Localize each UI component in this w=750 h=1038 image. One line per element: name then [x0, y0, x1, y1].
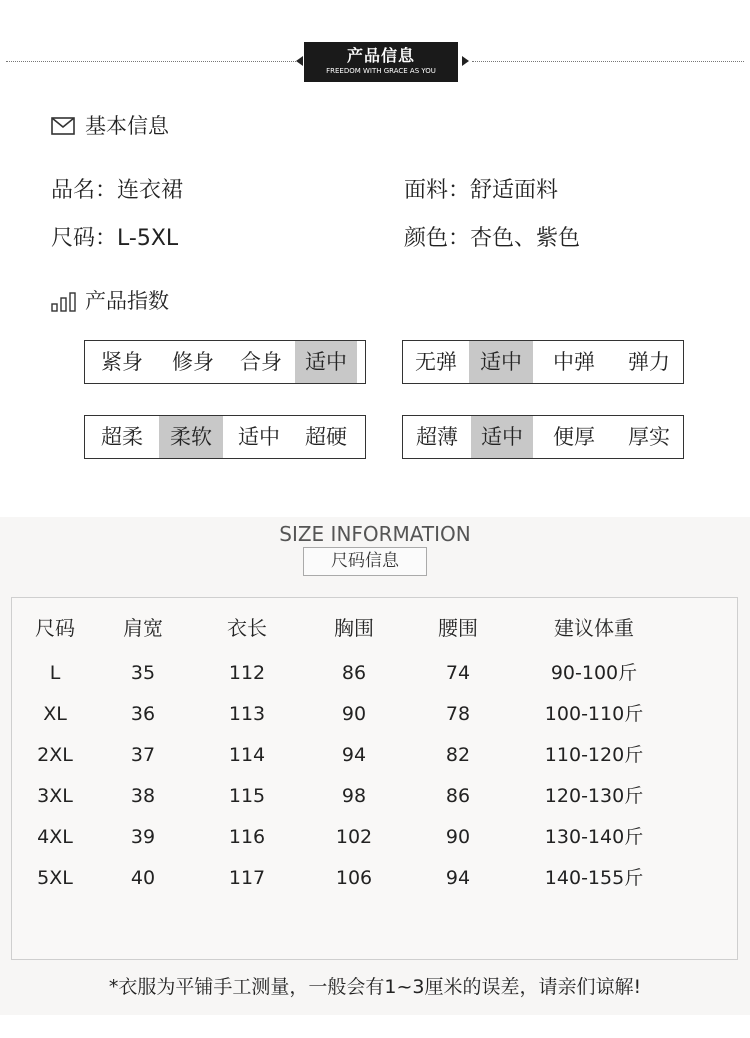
- field-label: 尺码：: [51, 226, 118, 251]
- table-cell: 90: [445, 826, 471, 848]
- header-subtitle: FREEDOM WITH GRACE AS YOU: [326, 67, 436, 75]
- index-option: 超硬: [305, 425, 347, 449]
- table-cell: 117: [228, 867, 266, 889]
- size-table: [11, 597, 738, 960]
- field-value: 舒适面料: [470, 178, 559, 203]
- table-cell: L: [49, 662, 61, 684]
- table-cell: 100-110斤: [544, 703, 644, 725]
- index-option: 合身: [240, 350, 282, 374]
- table-cell: 82: [445, 744, 471, 766]
- table-cell: 86: [341, 662, 367, 684]
- table-cell: 74: [445, 662, 471, 684]
- index-option: 弹力: [628, 350, 670, 374]
- product-index-title: 产品指数: [85, 289, 169, 313]
- table-header-cell: 腰围: [438, 616, 478, 640]
- field-value: 杏色、紫色: [470, 226, 581, 251]
- size-title-cn: 尺码信息: [303, 547, 427, 576]
- table-cell: 90: [341, 703, 367, 725]
- table-cell: 4XL: [37, 826, 73, 848]
- table-cell: 120-130斤: [544, 785, 644, 807]
- index-option-selected: 适中: [471, 416, 533, 458]
- table-cell: 113: [228, 703, 266, 725]
- header-banner: [304, 42, 458, 82]
- field-size: [51, 224, 178, 254]
- index-option: 厚实: [628, 425, 670, 449]
- index-option: 紧身: [101, 350, 143, 374]
- basic-info-title: 基本信息: [85, 114, 169, 138]
- index-softness: [84, 415, 366, 459]
- field-color: [404, 224, 580, 254]
- table-cell: 98: [341, 785, 367, 807]
- table-cell: 35: [130, 662, 156, 684]
- table-cell: 3XL: [37, 785, 73, 807]
- field-label: 面料：: [404, 178, 471, 203]
- table-header-cell: 建议体重: [554, 616, 634, 640]
- table-cell: 94: [445, 867, 471, 889]
- arrow-right-icon: [462, 56, 469, 66]
- bar-chart-icon: [51, 292, 77, 316]
- index-option: 无弹: [415, 350, 457, 374]
- arrow-left-icon: [296, 56, 303, 66]
- table-cell: 90-100斤: [550, 662, 638, 684]
- table-header-cell: 尺码: [35, 616, 75, 640]
- table-header-cell: 衣长: [227, 616, 267, 640]
- table-cell: 106: [335, 867, 373, 889]
- field-label: 品名：: [51, 178, 118, 203]
- header-title: 产品信息: [346, 46, 415, 65]
- header-divider-left: [6, 61, 296, 62]
- table-cell: 115: [228, 785, 266, 807]
- field-fabric: [404, 176, 558, 206]
- index-tightness: [84, 340, 366, 384]
- size-title-en: SIZE INFORMATION: [279, 522, 471, 546]
- table-cell: 112: [228, 662, 266, 684]
- envelope-icon: [51, 117, 75, 139]
- table-header-cell: 肩宽: [123, 616, 163, 640]
- table-cell: 102: [335, 826, 373, 848]
- index-option: 超薄: [416, 425, 458, 449]
- index-option: 超柔: [101, 425, 143, 449]
- index-option: 中弹: [553, 350, 595, 374]
- header-divider-right: [472, 61, 744, 62]
- table-cell: 5XL: [37, 867, 73, 889]
- field-label: 颜色：: [404, 226, 471, 251]
- table-cell: 39: [130, 826, 156, 848]
- field-name: [51, 176, 183, 206]
- table-cell: 86: [445, 785, 471, 807]
- table-cell: 38: [130, 785, 156, 807]
- field-value: L-5XL: [117, 226, 179, 251]
- table-cell: 114: [228, 744, 266, 766]
- table-header-cell: 胸围: [334, 616, 374, 640]
- index-option: 便厚: [553, 425, 595, 449]
- measurement-note: *衣服为平铺手工测量，一般会有1~3厘米的误差，请亲们谅解!: [108, 976, 642, 998]
- index-option-selected: 适中: [469, 341, 533, 383]
- table-cell: 78: [445, 703, 471, 725]
- table-cell: 37: [130, 744, 156, 766]
- table-cell: 130-140斤: [544, 826, 644, 848]
- table-cell: 116: [228, 826, 266, 848]
- index-option: 适中: [238, 425, 280, 449]
- index-option: 修身: [172, 350, 214, 374]
- table-cell: 94: [341, 744, 367, 766]
- index-option-selected: 柔软: [159, 416, 223, 458]
- table-cell: 140-155斤: [544, 867, 644, 889]
- field-value: 连衣裙: [117, 178, 184, 203]
- index-elasticity: [402, 340, 684, 384]
- index-thickness: [402, 415, 684, 459]
- table-cell: 40: [130, 867, 156, 889]
- table-cell: XL: [43, 703, 67, 725]
- table-cell: 2XL: [37, 744, 73, 766]
- table-cell: 110-120斤: [544, 744, 644, 766]
- index-option-selected: 适中: [295, 341, 357, 383]
- table-cell: 36: [130, 703, 156, 725]
